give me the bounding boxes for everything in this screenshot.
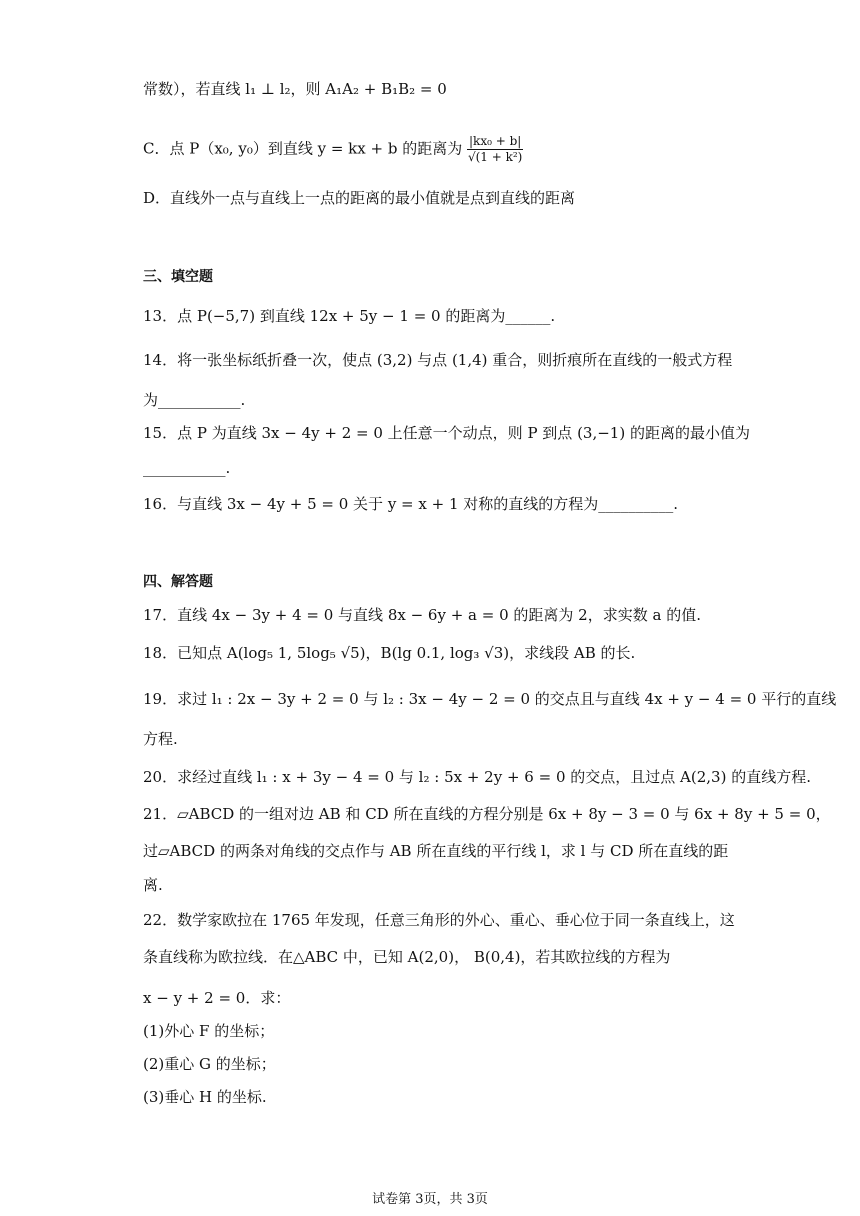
question-22-line1: 22．数学家欧拉在 1765 年发现，任意三角形的外心、重心、垂心位于同一条直线上，这 <box>143 911 735 929</box>
fraction-numerator: |kx₀ + b| <box>469 134 522 148</box>
question-14-line2: 为___________. <box>143 391 246 409</box>
question-19-line2: 方程. <box>143 730 178 748</box>
section-answer: 四、解答题 <box>143 574 213 590</box>
question-13: 13．点 P(−5,7) 到直线 12x + 5y − 1 = 0 的距离为______. <box>143 307 556 325</box>
section-fill-in: 三、填空题 <box>143 269 213 285</box>
question-22-part1: (1)外心 F 的坐标； <box>143 1022 275 1040</box>
distance-fraction <box>467 134 523 165</box>
option-c <box>143 134 523 165</box>
question-22-line2: 条直线称为欧拉线．在△ABC 中，已知 A(2,0)， B(0,4)，若其欧拉线的方程为 <box>143 948 671 966</box>
option-c-text: C．点 P（x₀, y₀）到直线 y = kx + b 的距离为 <box>143 139 463 158</box>
question-22-part3: (3)垂心 H 的坐标. <box>143 1088 267 1106</box>
question-14-line1: 14．将一张坐标纸折叠一次，使点 (3,2) 与点 (1,4) 重合，则折痕所在直线的一般式方程 <box>143 351 733 369</box>
question-15-line2: ___________. <box>143 459 231 477</box>
option-d: D．直线外一点与直线上一点的距离的最小值就是点到直线的距离 <box>143 189 576 207</box>
question-22-part2: (2)重心 G 的坐标； <box>143 1055 276 1073</box>
question-17: 17．直线 4x − 3y + 4 = 0 与直线 8x − 6y + a = 0 的距离为 2，求实数 a 的值. <box>143 606 701 624</box>
option-b-continuation: 常数），若直线 l₁ ⊥ l₂，则 A₁A₂ + B₁B₂ = 0 <box>143 80 447 98</box>
question-15-line1: 15．点 P 为直线 3x − 4y + 2 = 0 上任意一个动点，则 P 到点 (3,−1) 的距离的最小值为 <box>143 424 750 442</box>
question-16: 16．与直线 3x − 4y + 5 = 0 关于 y = x + 1 对称的直线的方程为__________. <box>143 495 679 513</box>
question-21-line1: 21．▱ABCD 的一组对边 AB 和 CD 所在直线的方程分别是 6x + 8y − 3 = 0 与 6x + 8y + 5 = 0， <box>143 805 831 823</box>
page-footer: 试卷第 3页，共 3页 <box>372 1192 488 1207</box>
fraction-denominator: √(1 + k²) <box>467 150 523 164</box>
question-22-line3: x − y + 2 = 0．求： <box>143 989 291 1007</box>
question-20: 20．求经过直线 l₁ : x + 3y − 4 = 0 与 l₂ : 5x + 2y + 6 = 0 的交点，且过点 A(2,3) 的直线方程. <box>143 768 811 786</box>
question-21-line2: 过▱ABCD 的两条对角线的交点作与 AB 所在直线的平行线 l，求 l 与 CD 所在直线的距 <box>143 842 729 860</box>
question-21-line3: 离. <box>143 876 163 894</box>
question-19-line1: 19．求过 l₁ : 2x − 3y + 2 = 0 与 l₂ : 3x − 4y − 2 = 0 的交点且与直线 4x + y − 4 = 0 平行的直线 <box>143 690 837 708</box>
question-18: 18．已知点 A(log₅ 1, 5log₅ √5)，B(lg 0.1, log₃ √3)，求线段 AB 的长. <box>143 644 636 662</box>
